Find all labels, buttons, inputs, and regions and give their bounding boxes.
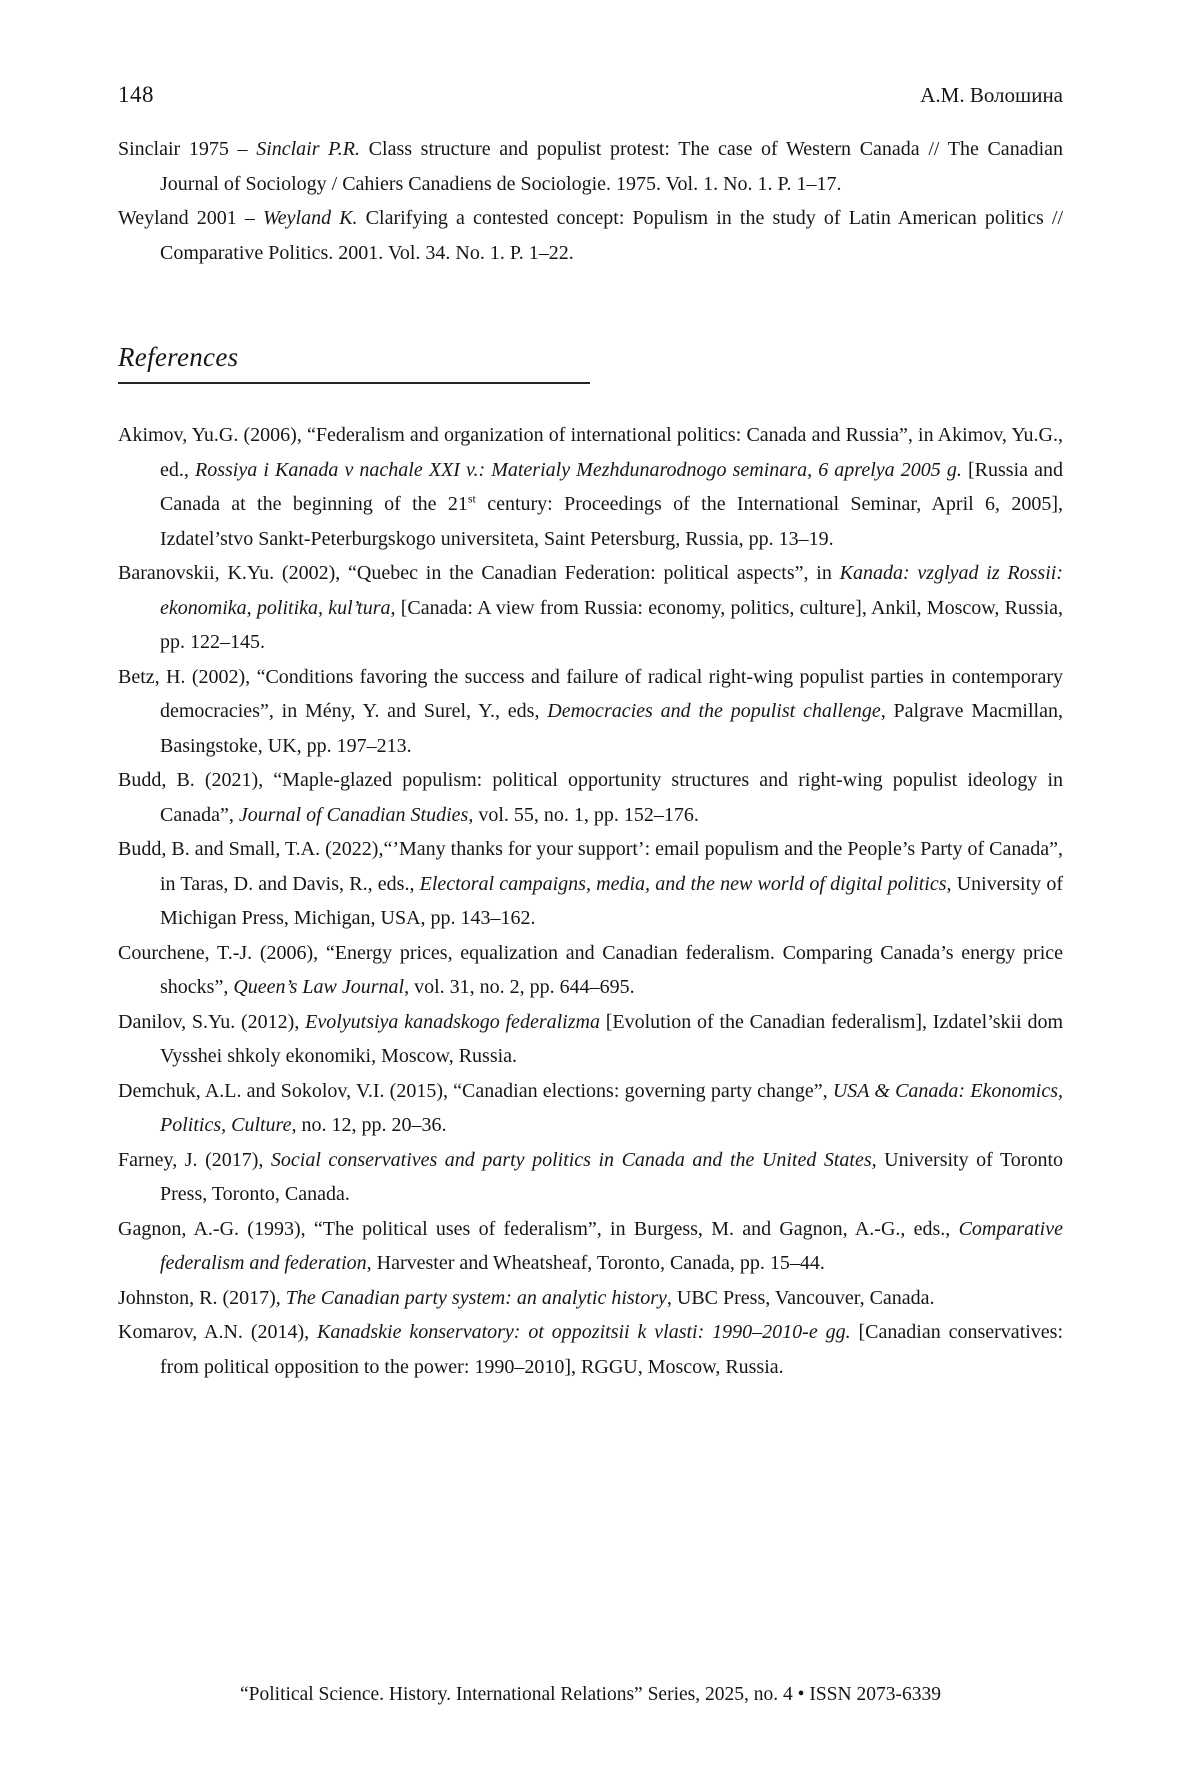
heading-rule [118, 382, 590, 384]
citation-text: University of Toronto Press, Toronto, Canada. [160, 1148, 1063, 1205]
citation-entry [118, 936, 1063, 1005]
citation-entry [118, 556, 1063, 660]
citation-text: Demchuk, A.L. and Sokolov, V.I. (2015), “Canadian elections: governing party change”, [118, 1079, 833, 1102]
citation-title-italic: Sinclair P.R. [256, 138, 361, 160]
citation-title-italic: Journal of Canadian Studies [238, 803, 469, 826]
citation-title-italic: Evolyutsiya kanadskogo federalizma [305, 1010, 600, 1033]
citation-entry [118, 763, 1063, 832]
citation-title-italic: Electoral campaigns, media, and the new world of digital politics, [419, 872, 952, 895]
citation-text: Courchene, T.-J. (2006), “Energy prices, equalization and Canadian federalism. Comparing Canada’s energy price shocks”, [118, 941, 1063, 998]
citation-text: Farney, J. (2017), [118, 1148, 271, 1171]
citation-title-italic: The Canadian party system: an analytic history [285, 1286, 667, 1309]
citation-title-italic: Social conservatives and party politics in Canada and the United States, [270, 1148, 877, 1171]
citation-entry [118, 1281, 1063, 1316]
citation-text: Johnston, R. (2017), [118, 1286, 286, 1309]
citation-text: , no. 12, pp. 20–36. [291, 1114, 447, 1136]
citation-title-italic: Kanadskie konservatory: ot oppozitsii k vlasti: 1990–2010-e gg. [317, 1321, 851, 1343]
citation-text: , UBC Press, Vancouver, Canada. [666, 1286, 935, 1309]
references-heading: References [118, 342, 239, 372]
citation-entry [118, 1143, 1063, 1212]
citation-entry [118, 201, 1063, 270]
citation-text: century: Proceedings of the International Seminar, April 6, 2005], Izdatel’stvo Sankt-Peterburgskogo universiteta, Saint Petersburg, Russia, pp. 13–19. [160, 493, 1063, 550]
citation-text: Komarov, A.N. (2014), [118, 1321, 318, 1343]
citation-text: [Russia and Canada at the beginning of the 21 [160, 458, 1063, 515]
citation-text: [Canadian conservatives: from political opposition to the power: 1990–2010], RGGU, Moscow, Russia. [160, 1321, 1064, 1378]
citation-title-italic: Weyland K. [262, 207, 358, 229]
citation-text: st [467, 491, 476, 506]
citation-text: Baranovskii, K.Yu. (2002), “Quebec in the Canadian Federation: political aspects”, in [118, 562, 840, 584]
citation-text: [Canada: A view from Russia: economy, politics, culture], Ankil, Moscow, Russia, pp. 122–145. [160, 596, 1064, 653]
citation-entry [118, 1315, 1063, 1384]
citation-text: [Evolution of the Canadian federalism], Izdatel’skii dom Vysshei shkoly ekonomiki, Moscow, Russia. [160, 1010, 1063, 1067]
running-head-author: А.М. Волошина [920, 83, 1063, 107]
citation-text: University of Michigan Press, Michigan, USA, pp. 143–162. [160, 872, 1063, 929]
citation-entry [118, 1074, 1063, 1143]
citation-entry [118, 660, 1063, 764]
page-number: 148 [118, 82, 154, 107]
citation-text: Akimov, Yu.G. (2006), “Federalism and organization of international politics: Canada and Russia”, in Akimov, Yu.G., ed., [118, 424, 1063, 481]
citation-text: Palgrave Macmillan, Basingstoke, UK, pp. 197–213. [160, 700, 1063, 757]
page-content [118, 82, 1063, 1384]
citation-title-italic: Democracies and the populist challenge, [547, 700, 886, 722]
citation-title-italic: USA & Canada: Ekonomics, Politics, Culture [160, 1079, 1064, 1136]
references-list [118, 418, 1063, 1384]
citation-text: Class structure and populist protest: The case of Western Canada // The Canadian Journal of Sociology / Cahiers Canadiens de Sociologie. 1975. Vol. 1. No. 1. P. 1–17. [160, 138, 1063, 195]
citation-entry [118, 1212, 1063, 1281]
citation-text: , vol. 31, no. 2, pp. 644–695. [404, 976, 635, 998]
citation-text: Danilov, S.Yu. (2012), [118, 1010, 306, 1033]
citation-text: , Harvester and Wheatsheaf, Toronto, Canada, pp. 15–44. [366, 1252, 825, 1274]
citation-entry [118, 418, 1063, 556]
citation-text: Weyland 2001 – [118, 207, 263, 229]
citation-text: Sinclair 1975 – [118, 138, 257, 160]
citation-title-italic: Kanada: vzglyad iz Rossii: ekonomika, politika, kul’tura, [160, 562, 1063, 619]
citation-entry [118, 132, 1063, 201]
citation-text: Budd, B. and Small, T.A. (2022),“’Many thanks for your support’: email populism and the People’s Party of Canada”, in Taras, D. and Davis, R., eds., [118, 838, 1063, 895]
citation-title-italic: Queen’s Law Journal [233, 976, 405, 998]
citation-title-italic: Comparative federalism and federation [160, 1217, 1063, 1274]
page-header [118, 82, 1063, 108]
citation-text: Budd, B. (2021), “Maple-glazed populism: political opportunity structures and right-wing populist ideology in Canada”, [118, 769, 1063, 826]
citation-title-italic: Rossiya i Kanada v nachale XXI v.: Materialy Mezhdunarodnogo seminara, 6 aprelya 2005 g. [195, 458, 962, 481]
citation-text: Gagnon, A.-G. (1993), “The political uses of federalism”, in Burgess, M. and Gagnon, A.-G., eds., [118, 1217, 959, 1240]
citation-entry [118, 832, 1063, 936]
citation-text: Betz, H. (2002), “Conditions favoring the success and failure of radical right-wing populist parties in contemporary democracies”, in Mény, Y. and Surel, Y., eds, [118, 665, 1063, 722]
citation-text: Clarifying a contested concept: Populism in the study of Latin American politics // Comparative Politics. 2001. Vol. 34. No. 1. P. 1–22. [160, 207, 1064, 264]
citation-entry [118, 1005, 1063, 1074]
pre-references-list [118, 132, 1063, 270]
footer-journal-line: “Political Science. History. International Relations” Series, 2025, no. 4 • ISSN 2073-6339 [240, 1684, 941, 1705]
citation-text: , vol. 55, no. 1, pp. 152–176. [468, 803, 699, 826]
